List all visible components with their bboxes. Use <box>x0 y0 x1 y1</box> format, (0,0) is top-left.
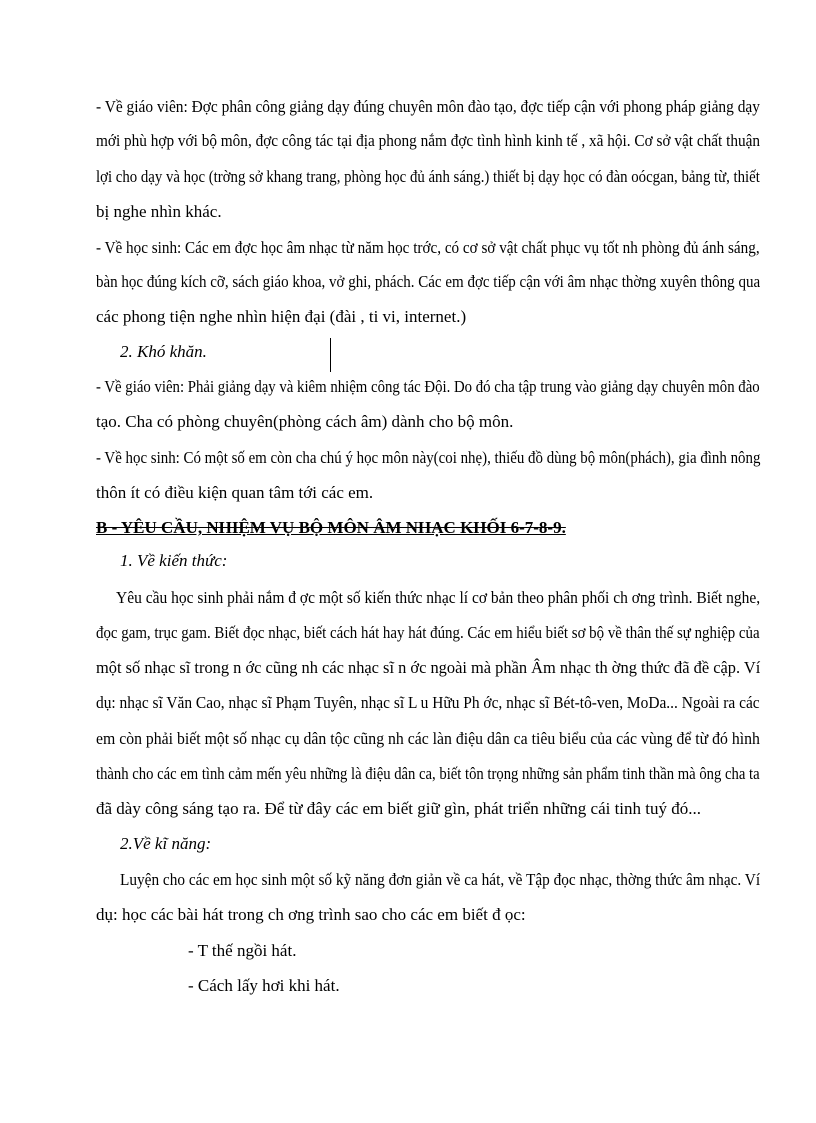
text-line: lợi cho dạy và học (trờng sở khang trang, phòng học đủ ánh sáng.) thiết bị dạy học có đàn oócgan, bảng từ, thiết <box>96 167 760 186</box>
text-line: Luyện cho các em học sinh một số kỹ năng đơn giản về ca hát, về Tập đọc nhạc, thờng thức âm nhạc. Ví <box>120 870 761 889</box>
subheading-skills: 2.Về kĩ năng: <box>120 834 212 853</box>
subheading-knowledge: 1. Về kiến thức: <box>120 551 228 570</box>
text-line: - Về học sinh: Các em đợc học âm nhạc từ năm học trớc, có cơ sở vật chất phục vụ tốt nh phòng đủ ánh sáng, <box>96 238 760 257</box>
section-heading-b: B - YÊU CẦU, NHIỆM VỤ BỘ MÔN ÂM NHẠC KHỐI 6-7-8-9. <box>96 518 566 537</box>
text-line: các phong tiện nghe nhìn hiện đại (đài , ti vi, internet.) <box>96 307 467 326</box>
list-item: - Cách lấy hơi khi hát. <box>188 976 340 995</box>
text-line: dụ: học các bài hát trong ch ơng trình sao cho các em biết đ ọc: <box>96 905 526 924</box>
text-line: em còn phải biết một số nhạc cụ dân tộc cũng nh các làn điệu dân ca tiêu biểu của các vùng để từ đó hình <box>96 729 760 748</box>
text-line: thành cho các em tình cảm mến yêu những là điệu dân ca, biết tôn trọng những sản phẩm tinh thần mà ông cha ta <box>96 764 760 783</box>
text-cursor <box>330 338 331 372</box>
text-line: - Về giáo viên: Đợc phân công giảng dạy đúng chuyên môn đào tạo, đợc tiếp cận với phong pháp giảng dạy <box>96 97 760 116</box>
text-line: đã dày công sáng tạo ra. Để từ đây các em biết giữ gìn, phát triển những cái tinh tuý đó... <box>96 799 702 818</box>
text-line: thôn ít có điều kiện quan tâm tới các em. <box>96 483 374 502</box>
list-item: - T thế ngồi hát. <box>188 941 297 960</box>
text-line: tạo. Cha có phòng chuyên(phòng cách âm) dành cho bộ môn. <box>96 412 514 431</box>
section-heading-difficulties: 2. Khó khăn. <box>120 342 207 361</box>
text-line: - Về học sinh: Có một số em còn cha chú ý học môn này(coi nhẹ), thiếu đồ dùng bộ môn(phách), gia đình nông <box>96 448 761 467</box>
text-line: - Về giáo viên: Phải giảng dạy và kiêm nhiệm công tác Đội. Do đó cha tập trung vào giảng dạy chuyên môn đào <box>96 377 760 396</box>
text-line: Yêu cầu học sinh phải nắm đ ợc một số kiến thức nhạc lí cơ bản theo phân phối ch ơng trình. Biết nghe, <box>116 588 761 607</box>
text-line: dụ: nhạc sĩ Văn Cao, nhạc sĩ Phạm Tuyên, nhạc sĩ L u Hữu Ph ớc, nhạc sĩ Bét-tô-ven, MoDa... Ngoài ra các <box>96 693 760 712</box>
text-line: đọc gam, trục gam. Biết đọc nhạc, biết cách hát hay hát đúng. Các em hiểu biết sơ bộ về thân thế sự nghiệp của <box>96 623 760 642</box>
text-line: mới phù hợp với bộ môn, đợc công tác tại địa phong nắm đợc tình hình kinh tế , xã hội. Cơ sở vật chất thuận <box>96 131 761 150</box>
text-line: bàn học đúng kích cỡ, sách giáo khoa, vở ghi, phách. Các em đợc tiếp cận với âm nhạc thờng xuyên thông qua <box>96 272 761 291</box>
text-line: bị nghe nhìn khác. <box>96 202 222 221</box>
text-line: một số nhạc sĩ trong n ớc cũng nh các nhạc sĩ n ớc ngoài mà phần Âm nhạc th ờng thức đã đề cập. Ví <box>96 658 761 677</box>
